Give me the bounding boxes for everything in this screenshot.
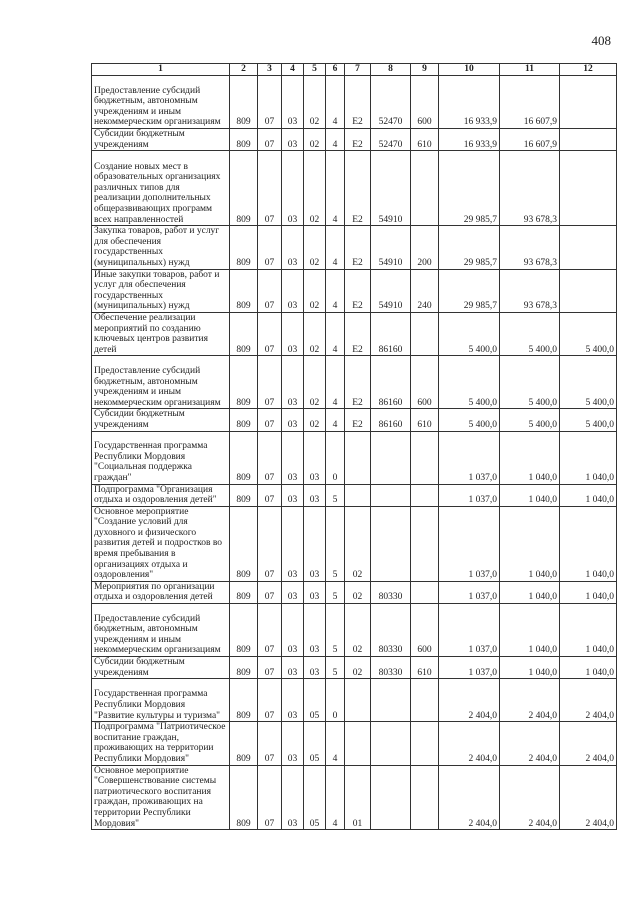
table-cell: 5 400,0 [560, 312, 617, 355]
table-cell: 809 [230, 312, 258, 355]
table-cell: 03 [282, 722, 304, 765]
table-cell: 2 404,0 [439, 679, 500, 722]
table-row [92, 604, 617, 657]
row-name-cell: Закупка товаров, работ и услуг для обеспечения государственных (муниципальных) нужд [92, 226, 230, 269]
table-cell: 200 [411, 226, 439, 269]
table-row [92, 356, 617, 409]
table-cell: 4 [326, 269, 345, 312]
table-cell: 5 [326, 506, 345, 581]
table-cell: 600 [411, 356, 439, 409]
table-cell: 02 [345, 604, 371, 657]
table-cell: 809 [230, 506, 258, 581]
column-header: 5 [304, 64, 326, 76]
table-cell: 1 037,0 [439, 506, 500, 581]
row-name-cell: Предоставление субсидий бюджетным, автономным учреждениям и иным некоммерческим организациям [92, 76, 230, 129]
row-name-cell: Государственная программа Республики Мордовия "Социальная поддержка граждан" [92, 431, 230, 484]
table-cell: 1 040,0 [560, 657, 617, 679]
table-cell: 07 [258, 226, 282, 269]
table-cell: 93 678,3 [500, 269, 560, 312]
table-cell: 03 [282, 679, 304, 722]
table-cell: 03 [304, 484, 326, 506]
table-cell: 52470 [371, 76, 411, 129]
table-row [92, 409, 617, 431]
row-name-cell: Обеспечение реализации мероприятий по созданию ключевых центров развития детей [92, 312, 230, 355]
table-cell: 809 [230, 581, 258, 603]
table-cell [560, 269, 617, 312]
row-name-cell: Подпрограмма "Патриотическое воспитание граждан, проживающих на территории Республики Мордовия" [92, 722, 230, 765]
table-cell: 2 404,0 [500, 765, 560, 830]
table-cell: 809 [230, 722, 258, 765]
table-cell: 0 [326, 431, 345, 484]
table-cell [411, 151, 439, 226]
table-cell: 07 [258, 657, 282, 679]
table-cell: Е2 [345, 409, 371, 431]
budget-table [91, 63, 617, 830]
table-cell: 02 [304, 356, 326, 409]
table-cell: 2 404,0 [500, 722, 560, 765]
column-header: 10 [439, 64, 500, 76]
table-cell: 02 [304, 226, 326, 269]
table-cell: 03 [282, 765, 304, 830]
table-cell: 03 [282, 581, 304, 603]
table-cell: 809 [230, 484, 258, 506]
table-cell: 2 404,0 [560, 722, 617, 765]
table-cell: 16 607,9 [500, 76, 560, 129]
table-cell: 93 678,3 [500, 151, 560, 226]
table-cell: 809 [230, 431, 258, 484]
table-cell: 5 [326, 581, 345, 603]
table-cell: 02 [304, 269, 326, 312]
table-cell: 02 [304, 129, 326, 151]
table-cell: Е2 [345, 226, 371, 269]
table-row [92, 269, 617, 312]
table-row [92, 581, 617, 603]
column-header: 2 [230, 64, 258, 76]
table-cell: 5 400,0 [439, 356, 500, 409]
table-cell: 29 985,7 [439, 269, 500, 312]
table-row [92, 431, 617, 484]
table-cell [411, 679, 439, 722]
table-cell: 80330 [371, 604, 411, 657]
table-cell: 4 [326, 226, 345, 269]
column-header: 3 [258, 64, 282, 76]
table-cell: 05 [304, 679, 326, 722]
table-cell: 1 040,0 [560, 431, 617, 484]
table-cell: 07 [258, 356, 282, 409]
table-cell: Е2 [345, 356, 371, 409]
table-cell: 07 [258, 76, 282, 129]
table-cell [371, 484, 411, 506]
table-cell: 02 [345, 581, 371, 603]
table-cell: 07 [258, 312, 282, 355]
table-cell: 809 [230, 151, 258, 226]
table-cell: 1 040,0 [500, 657, 560, 679]
table-cell [411, 506, 439, 581]
table-cell: 2 404,0 [439, 765, 500, 830]
table-cell [411, 765, 439, 830]
table-cell [411, 484, 439, 506]
row-name-cell: Подпрограмма "Организация отдыха и оздоровления детей" [92, 484, 230, 506]
column-header: 8 [371, 64, 411, 76]
table-cell: 1 040,0 [500, 431, 560, 484]
header-row [92, 64, 617, 76]
table-cell: 03 [304, 604, 326, 657]
table-cell [371, 765, 411, 830]
table-cell: 02 [304, 312, 326, 355]
table-cell: 5 [326, 604, 345, 657]
table-cell: 03 [304, 657, 326, 679]
table-cell: 16 607,9 [500, 129, 560, 151]
table-cell: 02 [304, 151, 326, 226]
table-cell: 03 [282, 129, 304, 151]
table-cell: 52470 [371, 129, 411, 151]
table-cell: 5 [326, 657, 345, 679]
table-cell: 05 [304, 722, 326, 765]
table-cell: 2 404,0 [560, 679, 617, 722]
table-cell: 07 [258, 409, 282, 431]
row-name-cell: Предоставление субсидий бюджетным, автономным учреждениям и иным некоммерческим организациям [92, 356, 230, 409]
table-cell: 809 [230, 604, 258, 657]
table-cell [560, 151, 617, 226]
table-cell: 600 [411, 76, 439, 129]
table-cell: 29 985,7 [439, 151, 500, 226]
table-cell: 610 [411, 409, 439, 431]
row-name-cell: Субсидии бюджетным учреждениям [92, 657, 230, 679]
table-cell: 4 [326, 765, 345, 830]
table-cell: 07 [258, 484, 282, 506]
table-cell: 5 400,0 [560, 356, 617, 409]
table-cell: Е2 [345, 76, 371, 129]
table-cell [411, 581, 439, 603]
table-cell: 05 [304, 765, 326, 830]
table-cell: 809 [230, 226, 258, 269]
table-cell: 1 040,0 [500, 506, 560, 581]
table-cell [560, 76, 617, 129]
table-cell: 240 [411, 269, 439, 312]
table-cell: 16 933,9 [439, 76, 500, 129]
table-cell: 1 040,0 [560, 506, 617, 581]
table-cell: Е2 [345, 129, 371, 151]
table-cell: 5 400,0 [439, 312, 500, 355]
table-cell [345, 431, 371, 484]
table-row [92, 722, 617, 765]
table-cell: 07 [258, 765, 282, 830]
table-cell [345, 679, 371, 722]
table-row [92, 76, 617, 129]
table-cell: 2 404,0 [500, 679, 560, 722]
column-header: 4 [282, 64, 304, 76]
row-name-cell: Субсидии бюджетным учреждениям [92, 409, 230, 431]
table-cell: 03 [282, 431, 304, 484]
row-name-cell: Создание новых мест в образовательных организациях различных типов для реализации дополнительных общеразвивающих программ всех направленностей [92, 151, 230, 226]
table-cell: 1 040,0 [500, 484, 560, 506]
table-cell: 02 [304, 409, 326, 431]
table-cell: 809 [230, 129, 258, 151]
column-header: 7 [345, 64, 371, 76]
table-cell: 16 933,9 [439, 129, 500, 151]
table-cell: 5 400,0 [500, 409, 560, 431]
table-row [92, 226, 617, 269]
table-cell: 03 [304, 581, 326, 603]
table-row [92, 312, 617, 355]
row-name-cell: Основное мероприятие "Совершенствование системы патриотического воспитания граждан, проживающих на территории Республики Мордовия" [92, 765, 230, 830]
table-cell: 02 [304, 76, 326, 129]
table-cell [371, 506, 411, 581]
table-cell: 809 [230, 356, 258, 409]
table-cell: 86160 [371, 409, 411, 431]
table-cell: 5 400,0 [500, 312, 560, 355]
column-header: 9 [411, 64, 439, 76]
table-cell: 0 [326, 679, 345, 722]
table-cell: 2 404,0 [439, 722, 500, 765]
table-cell: 03 [282, 356, 304, 409]
table-cell [371, 722, 411, 765]
table-cell: 29 985,7 [439, 226, 500, 269]
table-cell: 03 [282, 409, 304, 431]
table-cell [411, 431, 439, 484]
table-cell [371, 679, 411, 722]
row-name-cell: Государственная программа Республики Мордовия "Развитие культуры и туризма" [92, 679, 230, 722]
table-cell: 610 [411, 129, 439, 151]
table-cell: 5 400,0 [500, 356, 560, 409]
table-cell: 1 037,0 [439, 431, 500, 484]
table-cell: 2 404,0 [560, 765, 617, 830]
table-cell: 54910 [371, 151, 411, 226]
table-cell: 80330 [371, 657, 411, 679]
table-cell: 1 040,0 [560, 581, 617, 603]
table-cell: 4 [326, 129, 345, 151]
table-cell: 610 [411, 657, 439, 679]
table-cell: 1 037,0 [439, 657, 500, 679]
table-cell: 5 400,0 [439, 409, 500, 431]
table-cell: 07 [258, 506, 282, 581]
table-cell: 809 [230, 76, 258, 129]
table-cell: 1 040,0 [560, 604, 617, 657]
table-cell: 03 [304, 431, 326, 484]
table-cell [560, 129, 617, 151]
table-cell: 07 [258, 722, 282, 765]
table-cell: 03 [282, 506, 304, 581]
table-row [92, 657, 617, 679]
column-header: 12 [560, 64, 617, 76]
table-cell: 54910 [371, 226, 411, 269]
row-name-cell: Предоставление субсидий бюджетным, автономным учреждениям и иным некоммерческим организациям [92, 604, 230, 657]
table-cell: 86160 [371, 356, 411, 409]
table-row [92, 129, 617, 151]
table-cell: 5 [326, 484, 345, 506]
table-cell: 03 [282, 76, 304, 129]
table-cell: 86160 [371, 312, 411, 355]
table-cell: 1 037,0 [439, 604, 500, 657]
table-row [92, 506, 617, 581]
table-cell: Е2 [345, 151, 371, 226]
table-cell: 54910 [371, 269, 411, 312]
column-header: 6 [326, 64, 345, 76]
table-cell: 4 [326, 76, 345, 129]
table-cell: 4 [326, 409, 345, 431]
row-name-cell: Основное мероприятие "Создание условий для духовного и физического развития детей и подростков во время пребывания в организациях отдыха и оздоровления" [92, 506, 230, 581]
table-cell: 600 [411, 604, 439, 657]
table-cell: 1 037,0 [439, 484, 500, 506]
table-cell: 1 040,0 [500, 581, 560, 603]
table-cell: 1 040,0 [560, 484, 617, 506]
table-row [92, 679, 617, 722]
table-cell: 03 [282, 484, 304, 506]
table-cell: 03 [282, 151, 304, 226]
table-cell: 4 [326, 722, 345, 765]
table-cell: 02 [345, 506, 371, 581]
table-cell: Е2 [345, 312, 371, 355]
table-cell: 80330 [371, 581, 411, 603]
table-cell: 07 [258, 679, 282, 722]
table-cell: 07 [258, 604, 282, 657]
table-cell: 03 [282, 269, 304, 312]
table-cell: 809 [230, 679, 258, 722]
table-cell: 07 [258, 151, 282, 226]
table-cell: 03 [304, 506, 326, 581]
table-cell: 07 [258, 269, 282, 312]
table-cell: 4 [326, 151, 345, 226]
table-cell [411, 312, 439, 355]
table-cell: 1 040,0 [500, 604, 560, 657]
table-cell: 07 [258, 129, 282, 151]
table-cell: 07 [258, 581, 282, 603]
table-cell [560, 226, 617, 269]
row-name-cell: Субсидии бюджетным учреждениям [92, 129, 230, 151]
table-cell: 1 037,0 [439, 581, 500, 603]
table-cell: 03 [282, 657, 304, 679]
table-row [92, 151, 617, 226]
column-header: 1 [92, 64, 230, 76]
table-cell: 02 [345, 657, 371, 679]
row-name-cell: Иные закупки товаров, работ и услуг для обеспечения государственных (муниципальных) нужд [92, 269, 230, 312]
table-row [92, 765, 617, 830]
row-name-cell: Мероприятия по организации отдыха и оздоровления детей [92, 581, 230, 603]
table-cell: 809 [230, 409, 258, 431]
table-cell: 5 400,0 [560, 409, 617, 431]
table-cell: 03 [282, 226, 304, 269]
table-cell: 03 [282, 604, 304, 657]
table-cell: 07 [258, 431, 282, 484]
table-cell: 93 678,3 [500, 226, 560, 269]
table-cell: 809 [230, 657, 258, 679]
table-cell [371, 431, 411, 484]
table-cell [345, 722, 371, 765]
table-cell: 01 [345, 765, 371, 830]
table-cell: 4 [326, 356, 345, 409]
page-number: 408 [591, 33, 611, 48]
table-cell: 4 [326, 312, 345, 355]
table-cell: Е2 [345, 269, 371, 312]
table-cell: 03 [282, 312, 304, 355]
table-cell: 809 [230, 765, 258, 830]
column-header: 11 [500, 64, 560, 76]
table-cell [345, 484, 371, 506]
table-cell: 809 [230, 269, 258, 312]
table-cell [411, 722, 439, 765]
table-row [92, 484, 617, 506]
